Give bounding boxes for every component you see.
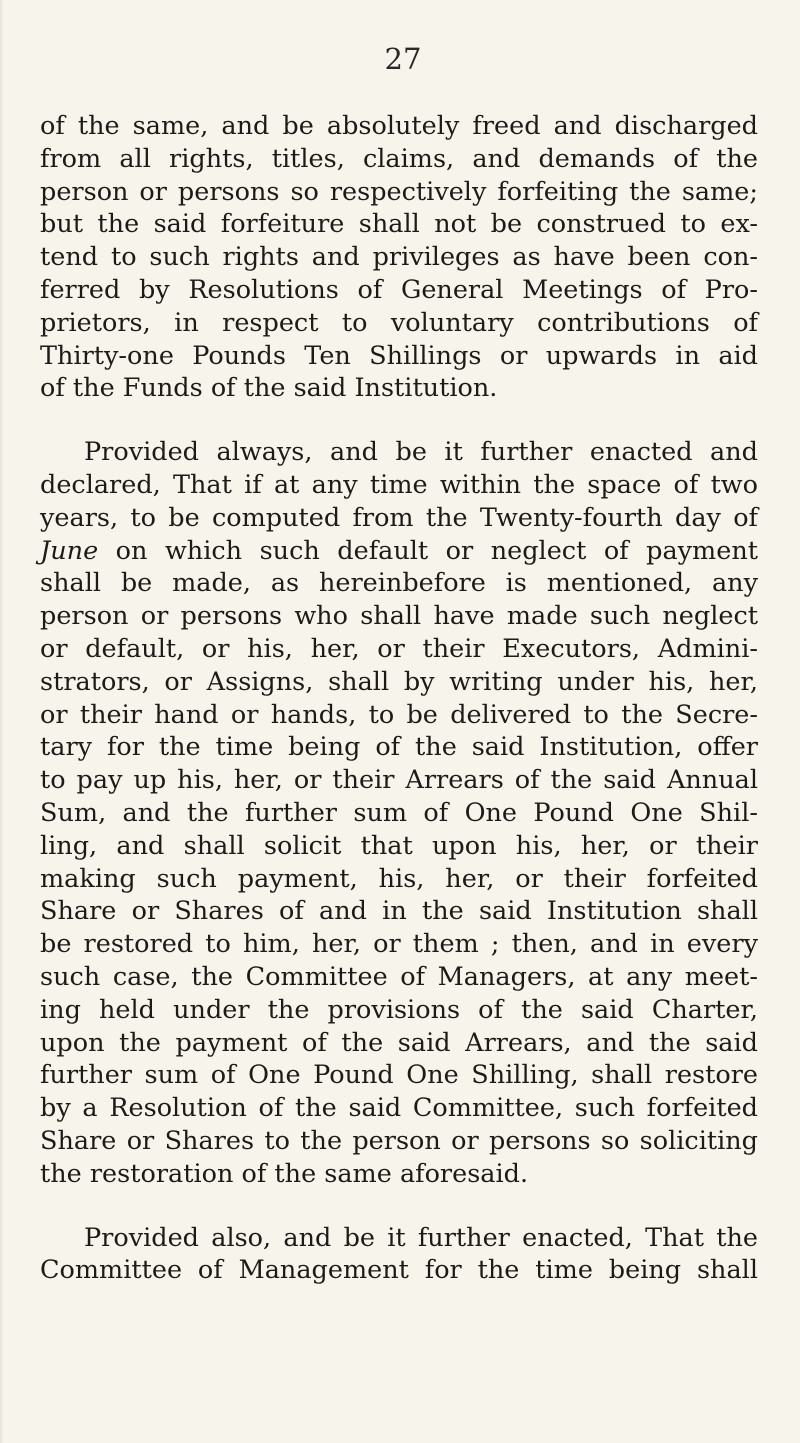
paragraph-1 bbox=[40, 110, 758, 405]
text-line: Thirty-one Pounds Ten Shillings or upwards in aid bbox=[40, 340, 758, 371]
paragraph-3 bbox=[40, 1222, 758, 1288]
text-line: by a Resolution of the said Committee, such forfeited bbox=[40, 1093, 758, 1124]
text-line: or default, or his, her, or their Executors, Admini- bbox=[40, 633, 758, 664]
text-line: years, to be computed from the Twenty-fourth day of bbox=[40, 502, 758, 533]
text-line: tary for the time being of the said Institution, offer bbox=[40, 732, 758, 763]
text-line: ing held under the provisions of the said Charter, bbox=[40, 994, 758, 1025]
text-line: tend to such rights and privileges as have been con- bbox=[40, 242, 758, 273]
text-line: further sum of One Pound One Shilling, shall restore bbox=[40, 1060, 758, 1091]
text-line: upon the payment of the said Arrears, and the said bbox=[40, 1027, 758, 1058]
text-line: person or persons who shall have made such neglect bbox=[40, 601, 758, 632]
text-line: strators, or Assigns, shall by writing under his, her, bbox=[40, 666, 758, 697]
paragraph-2 bbox=[40, 436, 758, 1190]
text-line: ling, and shall solicit that upon his, her, or their bbox=[40, 830, 758, 861]
text-line: shall be made, as hereinbefore is mentioned, any bbox=[40, 568, 758, 599]
text-line: but the said forfeiture shall not be construed to ex- bbox=[40, 209, 758, 240]
text-line: or their hand or hands, to be delivered to the Secre- bbox=[40, 699, 758, 730]
italic-month: June bbox=[40, 535, 99, 566]
page-number: 27 bbox=[384, 42, 422, 76]
page-edge-shadow bbox=[0, 0, 4, 1443]
text-line: declared, That if at any time within the space of two bbox=[40, 469, 758, 500]
text-line: the restoration of the same aforesaid. bbox=[40, 1158, 529, 1189]
text-line: to pay up his, her, or their Arrears of the said Annual bbox=[40, 765, 758, 796]
body-text bbox=[40, 110, 758, 1287]
text-line: Committee of Management for the time being shall bbox=[40, 1255, 758, 1286]
text-line: Sum, and the further sum of One Pound One Shil- bbox=[40, 797, 758, 828]
text-line: Share or Shares to the person or persons so soliciting bbox=[40, 1125, 758, 1156]
text-line: be restored to him, her, or them ; then, and in every bbox=[40, 929, 758, 960]
text-line: Share or Shares of and in the said Institution shall bbox=[40, 896, 758, 927]
text-line: from all rights, titles, claims, and demands of the bbox=[40, 143, 758, 174]
text-line: prietors, in respect to voluntary contributions of bbox=[40, 307, 758, 338]
text-line: Provided always, and be it further enacted and bbox=[84, 437, 758, 468]
text-line: such case, the Committee of Managers, at any meet- bbox=[40, 961, 758, 992]
text-line: Provided also, and be it further enacted, That the bbox=[84, 1222, 758, 1253]
text-line-with-italic bbox=[40, 535, 758, 568]
text-line: making such payment, his, her, or their forfeited bbox=[40, 863, 758, 894]
text-line: of the Funds of the said Institution. bbox=[40, 373, 498, 404]
text-line: person or persons so respectively forfeiting the same; bbox=[40, 176, 758, 207]
text-line: of the same, and be absolutely freed and discharged bbox=[40, 111, 758, 141]
text-line-continuation: on which such default or neglect of payment bbox=[98, 535, 758, 566]
text-line: ferred by Resolutions of General Meetings of Pro- bbox=[40, 274, 758, 305]
